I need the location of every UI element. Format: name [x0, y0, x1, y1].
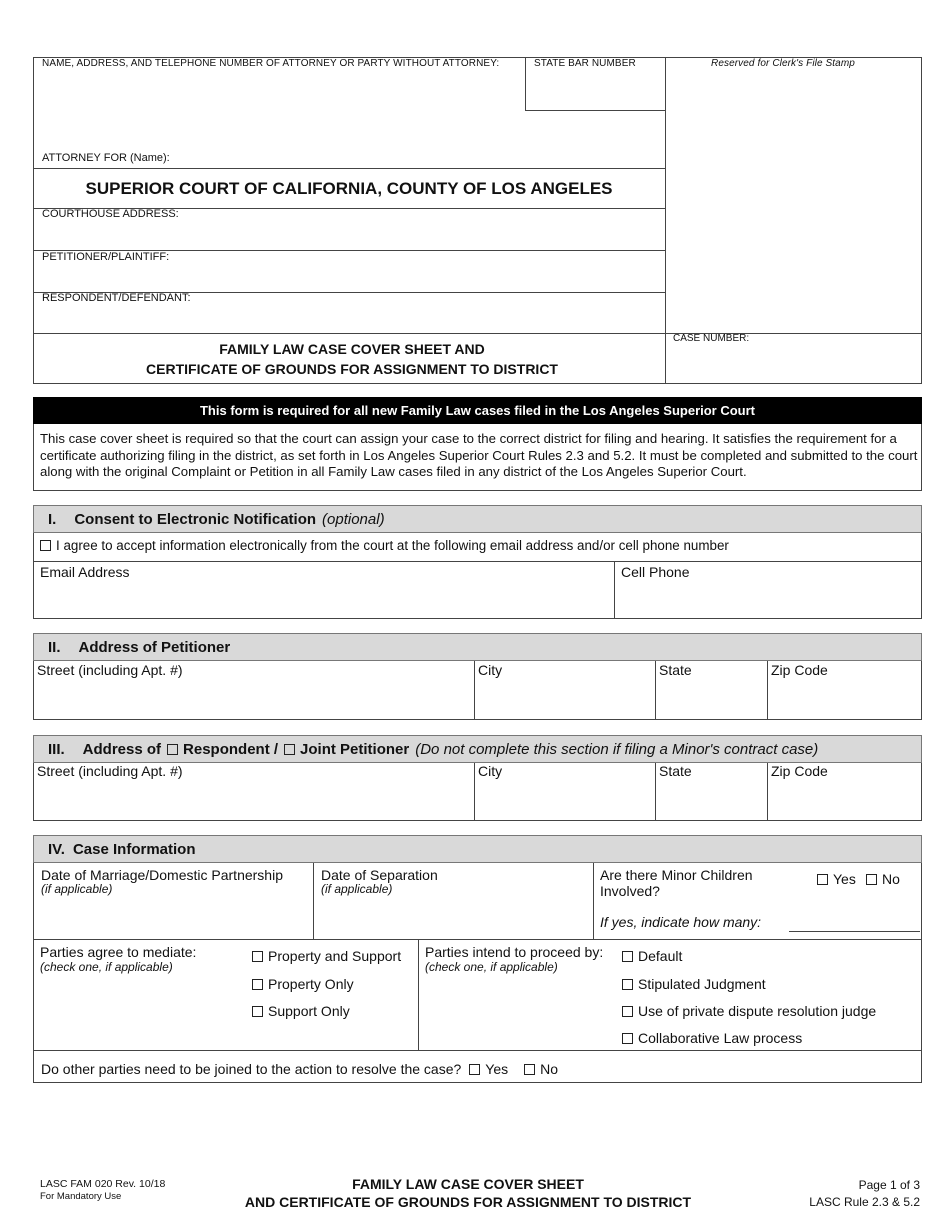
form-title-line2: CERTIFICATE OF GROUNDS FOR ASSIGNMENT TO DISTRICT [146, 361, 558, 377]
s3-street-label: Street (including Apt. #) [37, 763, 183, 779]
s3-city-field[interactable] [477, 783, 652, 817]
minor-children-yes-label: Yes [833, 871, 856, 887]
s2-div-state [655, 661, 656, 720]
s3-city-label: City [478, 763, 503, 779]
s2-city-field[interactable] [477, 682, 652, 716]
section-3-header [33, 735, 922, 763]
s2-zip-label: Zip Code [771, 662, 828, 678]
s3-div-state [655, 763, 656, 821]
notice-banner: This form is required for all new Family Law cases filed in the Los Angeles Superior Court [33, 397, 922, 424]
separation-note: (if applicable) [321, 882, 393, 896]
minor-children-line2: Involved? [600, 883, 660, 899]
marriage-note: (if applicable) [41, 882, 113, 896]
s4-div-1 [313, 863, 314, 939]
joined-question: Do other parties need to be joined to the action to resolve the case? [41, 1061, 462, 1077]
proceed-option-0[interactable] [622, 948, 682, 964]
respondent-label: RESPONDENT/DEFENDANT: [42, 292, 191, 304]
footer-mandatory: For Mandatory Use [40, 1191, 122, 1202]
proceed-private-judge-checkbox[interactable] [622, 1006, 633, 1017]
proceed-option-label: Stipulated Judgment [638, 976, 766, 992]
s3-zip-label: Zip Code [771, 763, 828, 779]
consent-checkbox[interactable] [40, 540, 51, 551]
consent-text: I agree to accept information electronically from the court at the following email address and/or cell phone number [56, 538, 729, 553]
joined-yes-checkbox[interactable] [469, 1064, 480, 1075]
mediate-option-label: Support Only [268, 1003, 350, 1019]
court-title: SUPERIOR COURT OF CALIFORNIA, COUNTY OF LOS ANGELES [85, 179, 613, 198]
proceed-option-label: Default [638, 948, 683, 964]
section-1-divider [614, 561, 615, 619]
s2-div-zip [767, 661, 768, 720]
s2-zip-field[interactable] [770, 682, 919, 716]
form-title-line1: FAMILY LAW CASE COVER SHEET AND [219, 341, 485, 357]
section-1-rule [33, 561, 922, 562]
joined-no-label: No [540, 1061, 559, 1077]
email-field[interactable] [38, 582, 610, 616]
minor-children-no-checkbox[interactable] [866, 874, 877, 885]
s4-rule-2 [33, 1050, 922, 1051]
respondent-checkbox[interactable] [167, 744, 178, 755]
section-3-note: (Do not complete this section if filing a Minor's contract case) [415, 740, 819, 758]
footer-title-line2: AND CERTIFICATE OF GROUNDS FOR ASSIGNMENT TO DISTRICT [244, 1194, 692, 1210]
s2-city-label: City [478, 662, 503, 678]
mediate-option-2[interactable] [252, 1003, 350, 1019]
caption-divider [665, 57, 666, 384]
s3-state-field[interactable] [658, 783, 764, 817]
minor-children-no[interactable] [866, 871, 900, 887]
s3-zip-field[interactable] [770, 783, 919, 817]
section-3-joint: Joint Petitioner [300, 740, 410, 758]
joint-petitioner-checkbox[interactable] [284, 744, 295, 755]
state-bar-field[interactable] [528, 72, 662, 108]
section-4-title: Case Information [72, 840, 196, 858]
section-1-title: Consent to Electronic Notification [74, 510, 317, 528]
mediate-property-support-checkbox[interactable] [252, 951, 263, 962]
attorney-field[interactable] [36, 72, 522, 148]
mediate-option-1[interactable] [252, 976, 354, 992]
how-many-line[interactable] [789, 931, 920, 932]
s4-div-2 [593, 863, 594, 939]
section-1-header [33, 505, 922, 533]
respondent-rule [33, 333, 922, 334]
proceed-option-label: Collaborative Law process [638, 1030, 803, 1046]
section-4-header [33, 835, 922, 863]
minor-children-yes-checkbox[interactable] [817, 874, 828, 885]
proceed-option-3[interactable] [622, 1030, 802, 1046]
section-4-num: IV. [48, 840, 65, 858]
email-label: Email Address [40, 564, 130, 580]
minor-children-line1: Are there Minor Children [600, 867, 753, 883]
marriage-date-field[interactable] [38, 898, 310, 936]
proceed-label: Parties intend to proceed by: [425, 944, 604, 960]
section-2-num: II. [48, 638, 61, 656]
section-3-respondent: Respondent / [183, 740, 279, 758]
s3-street-field[interactable] [36, 783, 470, 817]
joined-no-checkbox[interactable] [524, 1064, 535, 1075]
section-2-title: Address of Petitioner [78, 638, 231, 656]
joined-yes-label: Yes [485, 1061, 509, 1077]
mediate-property-only-checkbox[interactable] [252, 979, 263, 990]
attorney-for-label: ATTORNEY FOR (Name): [42, 152, 170, 164]
mediate-support-only-checkbox[interactable] [252, 1006, 263, 1017]
proceed-option-2[interactable] [622, 1003, 876, 1019]
footer-title-line1: FAMILY LAW CASE COVER SHEET [352, 1176, 584, 1192]
proceed-note: (check one, if applicable) [425, 960, 558, 974]
case-number-field[interactable] [668, 346, 918, 380]
state-bar-label: STATE BAR NUMBER [534, 58, 636, 69]
cell-field[interactable] [619, 582, 919, 616]
section-1-optional: (optional) [322, 510, 385, 528]
minor-children-no-label: No [882, 871, 900, 887]
proceed-default-checkbox[interactable] [622, 951, 633, 962]
clerk-stamp-label: Reserved for Clerk's File Stamp [711, 58, 855, 69]
cell-label: Cell Phone [621, 564, 690, 580]
minor-children-yes[interactable] [817, 871, 856, 887]
proceed-collaborative-checkbox[interactable] [622, 1033, 633, 1044]
footer-page: Page 1 of 3 [858, 1178, 920, 1192]
s4-rule-1 [33, 939, 922, 940]
s2-state-field[interactable] [658, 682, 764, 716]
separation-label: Date of Separation [321, 867, 438, 883]
attorney-for-rule [33, 168, 665, 169]
mediate-label: Parties agree to mediate: [40, 944, 197, 960]
state-bar-bottom [525, 110, 665, 111]
s3-state-label: State [659, 763, 692, 779]
how-many-label: If yes, indicate how many: [600, 914, 762, 930]
mediate-option-0[interactable] [252, 948, 401, 964]
joined-row [41, 1061, 558, 1077]
petitioner-label: PETITIONER/PLAINTIFF: [42, 251, 170, 263]
s4-div-3 [418, 939, 419, 1050]
proceed-option-label: Use of private dispute resolution judge [638, 1003, 877, 1019]
s3-div-zip [767, 763, 768, 821]
mediate-option-label: Property and Support [268, 948, 402, 964]
section-3-title-prefix: Address of [82, 740, 162, 758]
consent-checkbox-row[interactable] [40, 538, 729, 553]
s2-street-label: Street (including Apt. #) [37, 662, 183, 678]
separation-date-field[interactable] [318, 898, 590, 936]
marriage-label: Date of Marriage/Domestic Partnership [41, 867, 283, 883]
proceed-stipulated-checkbox[interactable] [622, 979, 633, 990]
mediate-option-label: Property Only [268, 976, 354, 992]
courthouse-label: COURTHOUSE ADDRESS: [42, 208, 179, 220]
case-number-label: CASE NUMBER: [673, 333, 750, 344]
mediate-note: (check one, if applicable) [40, 960, 173, 974]
footer-form-id: LASC FAM 020 Rev. 10/18 [40, 1178, 166, 1190]
state-bar-divider [525, 57, 526, 111]
attorney-label: NAME, ADDRESS, AND TELEPHONE NUMBER OF ATTORNEY OR PARTY WITHOUT ATTORNEY: [42, 58, 500, 69]
proceed-option-1[interactable] [622, 976, 766, 992]
footer-rule: LASC Rule 2.3 & 5.2 [809, 1195, 920, 1209]
s2-div-city [474, 661, 475, 720]
section-3-num: III. [48, 740, 65, 758]
section-1-num: I. [48, 510, 57, 528]
s2-street-field[interactable] [36, 682, 470, 716]
notice-body: This case cover sheet is required so that the court can assign your case to the correct district for filing and hearing. It satisfies the requirement for a certificate authorizing filing in the district, as set forth in Los Angeles Superior Court Rules 2.3 and 5.2. It must be completed and submitted to the court along with the original Complaint or Petition in all Family Law cases filed in any district of the Los Angeles Superior Court. [40, 431, 918, 479]
s3-div-city [474, 763, 475, 821]
section-2-header [33, 633, 922, 661]
s2-state-label: State [659, 662, 692, 678]
